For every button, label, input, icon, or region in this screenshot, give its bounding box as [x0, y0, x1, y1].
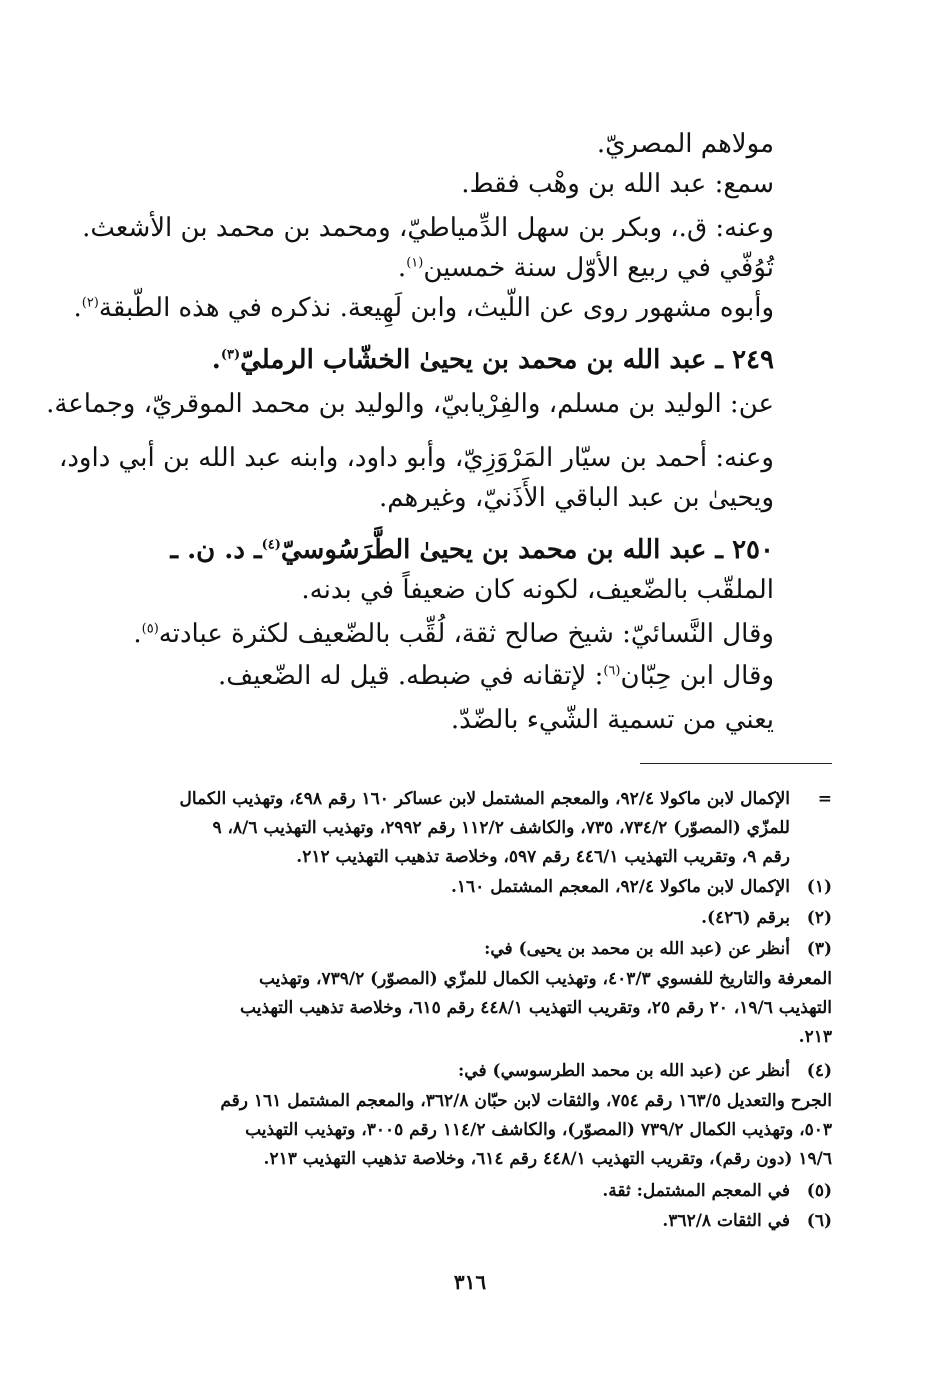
footnote-line: أنظر عن (عبد الله بن محمد الطرسوسي) في: [458, 1061, 790, 1081]
footnote-number: = [817, 789, 832, 809]
text-line: مولاهم المصريّ. [596, 129, 774, 159]
text-fragment: . [211, 345, 221, 375]
text-line [398, 248, 774, 288]
text-line: وعنه: ق.، وبكر بن سهل الدِّمياطيّ، ومحمد بن محمد بن الأشعث. [82, 213, 774, 243]
text-fragment: . [133, 619, 142, 649]
footnote-line: للمزّي (المصوّر) ٧٣٤/٢، ٧٣٥، والكاشف ١١٢/٢ رقم ٢٩٩٢، وتهذيب التهذيب ٨/٦، ٩ [212, 818, 790, 838]
text-line [218, 656, 774, 696]
text-line: وعنه: أحمد بن سيّار المَرْوَزِيّ، وأبو داود، وابنه عبد الله بن أبي داود، [58, 443, 774, 473]
footnote-ref: (١) [406, 255, 424, 271]
footnote-line: أنظر عن (عبد الله بن محمد بن يحيى) في: [484, 939, 790, 959]
text-fragment: : لإتقانه في ضبطه. قيل له الضّعيف. [218, 661, 604, 691]
text-fragment: تُوُفّي في ربيع الأوّل سنة خمسين [423, 253, 774, 283]
footnote-line: الإكمال لابن ماكولا ٩٢/٤، والمعجم المشتمل لابن عساكر ١٦٠ رقم ٤٩٨، وتهذيب الكمال [179, 789, 790, 809]
footnote-line: الجرح والتعديل ١٦٣/٥ رقم ٧٥٤، والثقات لابن حبّان ٣٦٢/٨، والمعجم المشتمل ١٦١ رقم [220, 1091, 832, 1111]
text-line: يعني من تسمية الشّيء بالضّدّ. [450, 705, 774, 735]
text-line [133, 614, 774, 654]
footnote-line: في المعجم المشتمل: ثقة. [602, 1181, 790, 1201]
entry-heading [212, 340, 774, 380]
text-line: عن: الوليد بن مسلم، والفِرْيابيّ، والوليد بن محمد الموقريّ، وجماعة. [46, 389, 774, 419]
footnote-line: المعرفة والتاريخ للفسوي ٤٠٣/٣، وتهذيب الكمال للمزّي (المصوّر) ٧٣٩/٢، وتهذيب [258, 969, 832, 989]
footnote-number: (١) [806, 877, 832, 897]
footnote-ref: (٦) [603, 663, 621, 679]
footnote-number: (٤) [806, 1061, 832, 1081]
footnote-line: برقم (٤٢٦). [701, 908, 790, 928]
text-line: الملقّب بالضّعيف، لكونه كان ضعيفاً في بدنه. [301, 575, 774, 605]
text-fragment: وأبوه مشهور روى عن اللّيث، وابن لَهِيعة. نذكره في هذه الطّبقة [98, 293, 774, 323]
footnote-number: (٣) [806, 939, 832, 959]
text-fragment: . [73, 293, 82, 323]
footnote-line: الإكمال لابن ماكولا ٩٢/٤، المعجم المشتمل ١٦٠. [451, 877, 790, 897]
entry-heading [170, 530, 774, 570]
footnote-number: (٦) [806, 1211, 832, 1231]
page-number: ٣١٦ [453, 1270, 487, 1294]
footnote-ref: (٢) [81, 295, 99, 311]
footnote-line: رقم ٩، وتقريب التهذيب ٤٤٦/١ رقم ٥٩٧، وخلاصة تذهيب التهذيب ٢١٢. [296, 847, 790, 867]
text-fragment: وقال النَّسائيّ: شيخ صالح ثقة، لُقِّب بالضّعيف لكثرة عبادته [158, 619, 774, 649]
footnote-ref: (٣) [220, 347, 241, 363]
text-fragment: ـ د. ن. ـ [170, 535, 262, 565]
footnote-number: (٥) [806, 1181, 832, 1201]
footnote-ref: (٥) [141, 621, 159, 637]
footnote-line: ٥٠٣، وتهذيب الكمال ٧٣٩/٢ (المصوّر)، والكاشف ١١٤/٢ رقم ٣٠٠٥، وتهذيب التهذيب [245, 1120, 832, 1140]
text-fragment: . [397, 253, 407, 283]
text-line: ويحيىٰ بن عبد الباقي الأَذَنيّ، وغيرهم. [378, 483, 774, 513]
footnote-line: في الثقات ٣٦٢/٨. [662, 1211, 790, 1231]
footnote-line: ١٩/٦ (دون رقم)، وتقريب التهذيب ٤٤٨/١ رقم ٦١٤، وخلاصة تذهيب التهذيب ٢١٣. [263, 1149, 832, 1169]
footnote-divider [640, 763, 832, 764]
entry-title: ٢٥٠ ـ عبد الله بن محمد بن يحيىٰ الطَّرَسُوسيّ [280, 535, 774, 565]
footnote-line: ٢١٣. [798, 1027, 832, 1047]
footnote-number: (٢) [806, 908, 832, 928]
entry-title: ٢٤٩ ـ عبد الله بن محمد بن يحيىٰ الخشّاب الرمليّ [240, 345, 774, 375]
text-line [73, 288, 774, 328]
text-line: سمع: عبد الله بن وهْب فقط. [461, 169, 774, 199]
text-fragment: وقال ابن حِبّان [620, 661, 774, 691]
footnote-ref: (٤) [261, 537, 281, 553]
footnote-line: التهذيب ١٩/٦، ٢٠ رقم ٢٥، وتقريب التهذيب ٤٤٨/١ رقم ٦١٥، وخلاصة تذهيب التهذيب [240, 998, 832, 1018]
